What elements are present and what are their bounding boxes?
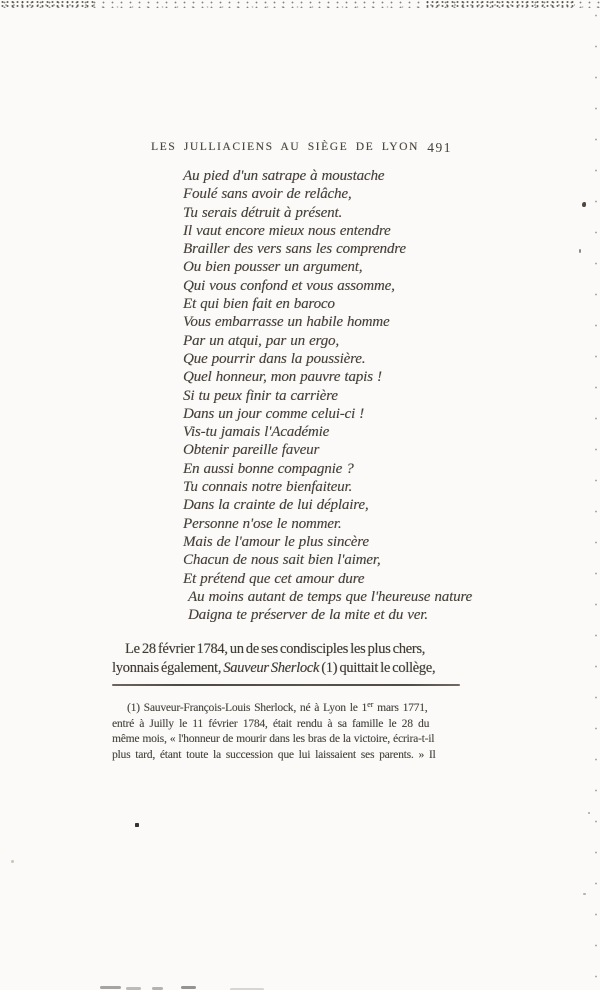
poem bbox=[183, 167, 483, 624]
poem-line: Brailler des vers sans les comprendre bbox=[183, 241, 406, 258]
poem-line: Dans un jour comme celui-ci ! bbox=[183, 405, 365, 422]
scan-speck bbox=[582, 202, 586, 207]
poem-line: Qui vous confond et vous assomme, bbox=[183, 277, 395, 294]
scan-speck bbox=[11, 860, 14, 863]
poem-line: Vis-tu jamais l'Académie bbox=[183, 424, 330, 441]
poem-line: Au moins autant de temps que l'heureuse nature bbox=[188, 588, 473, 605]
bottom-edge-smudge bbox=[100, 986, 121, 989]
poem-line: Personne n'ose le nommer. bbox=[183, 515, 342, 532]
paragraph-text: Le 28 février 1784, un de ses condisciples les plus chers, bbox=[125, 641, 425, 657]
footnote bbox=[112, 697, 472, 763]
poem-line: Par un atqui, par un ergo, bbox=[183, 332, 339, 349]
paragraph bbox=[112, 640, 472, 678]
poem-line: Au pied d'un satrape à moustache bbox=[183, 168, 385, 184]
poem-line: Chacun de nous sait bien l'aimer, bbox=[183, 552, 381, 569]
scan-noise-right-edge bbox=[593, 0, 600, 990]
footnote-line: plus tard, étant toute la succession que lui laissaient ses parents. » Il bbox=[112, 748, 436, 761]
poem-line: Et prétend que cet amour dure bbox=[183, 570, 365, 587]
poem-line: Mais de l'amour le plus sincère bbox=[183, 533, 369, 550]
scan-noise-top-right bbox=[425, 0, 575, 9]
page-number: 491 bbox=[427, 140, 452, 155]
poem-line: En aussi bonne compagnie ? bbox=[183, 460, 354, 477]
bottom-edge-smudge bbox=[181, 986, 196, 989]
paragraph-line bbox=[112, 659, 472, 678]
scan-speck bbox=[135, 823, 139, 827]
poem-line: Et qui bien fait en baroco bbox=[183, 296, 335, 313]
running-header bbox=[112, 141, 458, 159]
scan-noise-top-left bbox=[0, 0, 95, 9]
running-header-title: LES JULLIACIENS AU SIÈGE DE LYON bbox=[151, 141, 419, 153]
poem-line: Obtenir pareille faveur bbox=[183, 442, 320, 459]
poem-line: Tu connais notre bienfaiteur. bbox=[183, 479, 353, 496]
poem-line: Dans la crainte de lui déplaire, bbox=[183, 497, 369, 514]
poem-line: Tu serais détruit à présent. bbox=[183, 204, 343, 221]
poem-line: Il vaut encore mieux nous entendre bbox=[183, 222, 391, 239]
scan-speck bbox=[588, 812, 590, 814]
paragraph-text: lyonnais également, bbox=[112, 659, 224, 676]
footnote-line: même mois, « l'honneur de mourir dans les bras de la victoire, écrira-t-il bbox=[112, 733, 435, 746]
poem-line: Ou bien pousser un argument, bbox=[183, 259, 363, 276]
person-name-italic: Sauveur Sherlock bbox=[223, 659, 320, 676]
footnote-line bbox=[112, 697, 472, 717]
footnote-text: (1) Sauveur-François-Louis Sherlock, né à Lyon le 1 bbox=[127, 702, 368, 714]
poem-line: Que pourrir dans la poussière. bbox=[183, 350, 366, 367]
poem-line: Vous embarrasse un habile homme bbox=[183, 314, 390, 331]
footnote-text: mars 1771, bbox=[373, 702, 428, 714]
poem-line: Quel honneur, mon pauvre tapis ! bbox=[183, 369, 382, 386]
footnote-superscript: er bbox=[367, 700, 374, 709]
poem-line: Foulé sans avoir de relâche, bbox=[183, 186, 352, 203]
paragraph-text: (1) quittait le collège, bbox=[319, 659, 436, 676]
poem-line: Si tu peux finir ta carrière bbox=[183, 387, 338, 404]
poem-line: Daigna te préserver de la mite et du ver. bbox=[188, 607, 428, 624]
scan-speck bbox=[579, 249, 581, 253]
scan-speck bbox=[583, 893, 586, 895]
footnote-line: entré à Juilly le 11 février 1784, était rendu à sa famille le 28 du bbox=[112, 717, 430, 730]
footnote-rule bbox=[112, 684, 460, 686]
paragraph-line bbox=[112, 640, 472, 659]
